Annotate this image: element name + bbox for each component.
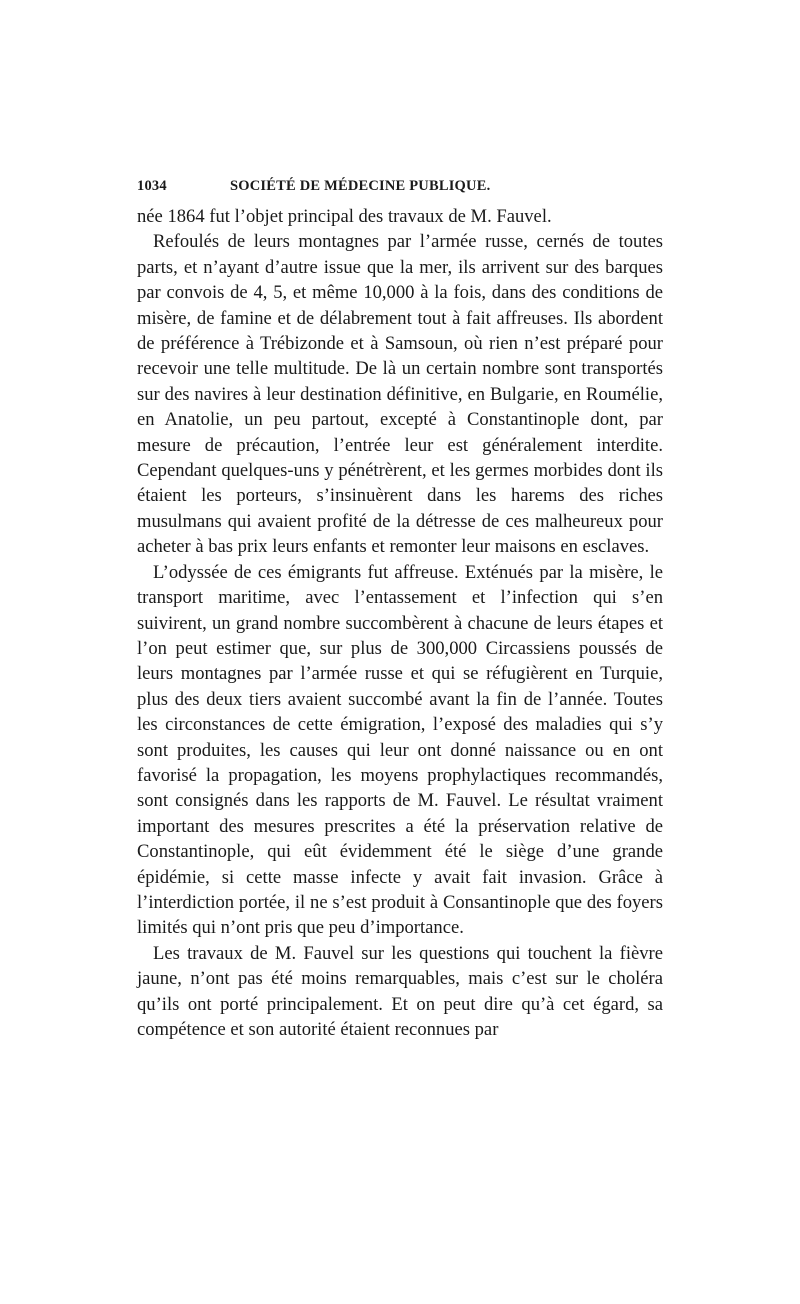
paragraph-emigrant-odyssey: L’odyssée de ces émigrants fut affreuse. Exténués par la misère, le transport maritime, avec l’entassement et l’infection qui s’en suivirent, un grand nombre succombèrent à chacune de leurs étapes et l’on peut estimer que, sur plus de 300,000 Circassiens poussés de leurs montagnes par l’armée russe et qui se réfugièrent en Turquie, plus des deux tiers avaient succombé avant la fin de l’année. Toutes les circonstances de cette émigration, l’exposé des maladies qui s’y sont produites, les causes qui leur ont donné naissance ou en ont favorisé la propagation, les moyens prophylactiques recommandés, sont consignés dans les rapports de M. Fauvel. Le résultat vraiment important des mesures prescrites a été la préservation relative de Constantinople, qui eût évidemment été le siège d’une grande épidémie, si cette masse infecte y avait fait invasion. Grâce à l’interdiction portée, il ne s’est produit à Consantinople que des foyers limités qui n’ont pris que peu d’importance. xyxy=(137,561,663,939)
page-number: 1034 xyxy=(137,178,167,194)
running-head xyxy=(137,176,663,204)
paragraph-yellow-fever-cholera: Les travaux de M. Fauvel sur les questions qui touchent la fièvre jaune, n’ont pas été moins remarquables, mais c’est sur le choléra qu’ils ont porté principalement. Et on peut dire qu’à cet égard, sa compétence et son autorité étaient reconnues par xyxy=(137,942,663,1040)
paragraph-refugees-arrival: Refoulés de leurs montagnes par l’armée russe, cernés de toutes parts, et n’ayant d’autre issue que la mer, ils arrivent sur des barques par convois de 4, 5, et même 10,000 à la fois, dans des conditions de misère, de famine et de délabrement tout à fait affreuses. Ils abordent de préférence à Trébizonde et à Samsoun, où rien n’est préparé pour recevoir une telle multitude. De là un certain nombre sont transportés sur des navires à leur destination définitive, en Bulgarie, en Roumélie, en Anatolie, un peu partout, excepté à Constantinople dont, par mesure de précaution, l’entrée leur est généralement interdite. Cependant quelques-uns y pénétrèrent, et les germes morbides dont ils étaient les porteurs, s’insinuèrent dans les harems des riches musulmans qui avaient profité de la détresse de ces malheureux pour acheter à bas prix leurs enfants et remonter leur maisons en esclaves. xyxy=(137,231,663,558)
paragraph-continuation: née 1864 fut l’objet principal des travaux de M. Fauvel. xyxy=(137,206,552,227)
document-page xyxy=(137,176,663,1042)
running-title: SOCIÉTÉ DE MÉDECINE PUBLIQUE. xyxy=(230,178,491,194)
body-text xyxy=(137,204,663,1042)
